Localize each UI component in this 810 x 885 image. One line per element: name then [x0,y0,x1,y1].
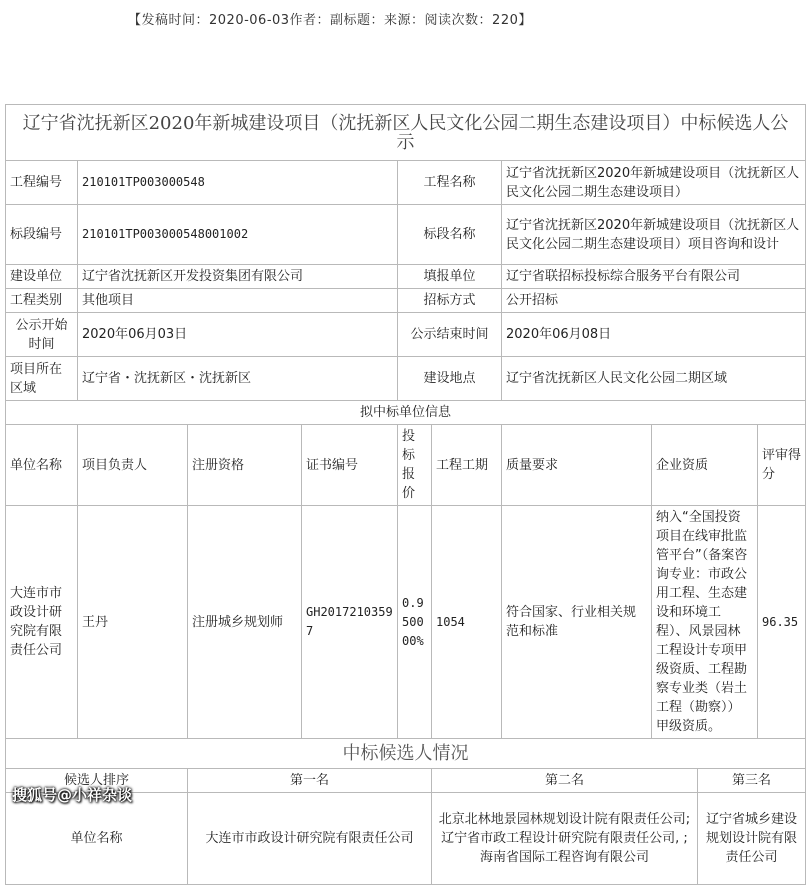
site-label: 建设地点 [398,357,502,401]
bidder-unit: 大连市市政设计研究院有限责任公司 [6,506,78,739]
section-no-value: 210101TP003000548001002 [78,205,398,265]
bidder-period: 1054 [432,506,502,739]
header-manager: 项目负责人 [78,425,188,506]
article-meta: 【发稿时间：2020-06-03作者：副标题：来源：阅读次数：220】 [128,13,532,28]
section-no-label: 标段编号 [6,205,78,265]
start-value: 2020年06月03日 [78,313,398,357]
header-qualification: 注册资格 [188,425,302,506]
category-label: 工程类别 [6,289,78,313]
bidder-manager: 王丹 [78,506,188,739]
rank-second: 第二名 [432,769,698,793]
bidder-cert: GH20172103597 [302,506,398,739]
candidate-unit-third: 辽宁省城乡建设规划设计院有限责任公司 [698,793,806,885]
bidder-score: 96.35 [758,506,806,739]
bidder-quality: 符合国家、行业相关规范和标准 [502,506,652,739]
header-quality: 质量要求 [502,425,652,506]
candidate-unit-label: 单位名称 [6,793,188,885]
notice-title: 辽宁省沈抚新区2020年新城建设项目（沈抚新区人民文化公园二期生态建设项目）中标候选人公示 [6,105,806,161]
header-cert: 证书编号 [302,425,398,506]
project-name-label: 工程名称 [398,161,502,205]
header-unit: 单位名称 [6,425,78,506]
start-label: 公示开始时间 [6,313,78,357]
site-value: 辽宁省沈抚新区人民文化公园二期区域 [502,357,806,401]
source-watermark: 搜狐号@小祥杂谈 [12,786,133,804]
bidder-section-title: 拟中标单位信息 [6,401,806,425]
notice-table [5,104,806,885]
reporter-value: 辽宁省联招标投标综合服务平台有限公司 [502,265,806,289]
category-value: 其他项目 [78,289,398,313]
rank-label: 候选人排序 [6,769,188,793]
method-label: 招标方式 [398,289,502,313]
header-company-qual: 企业资质 [652,425,758,506]
section-name-value: 辽宁省沈抚新区2020年新城建设项目（沈抚新区人民文化公园二期生态建设项目）项目咨询和设计 [502,205,806,265]
region-value: 辽宁省・沈抚新区・沈抚新区 [78,357,398,401]
candidate-unit-second: 北京北林地景园林规划设计院有限责任公司;辽宁省市政工程设计研究院有限责任公司, ;海南省国际工程咨询有限公司 [432,793,698,885]
bidder-qualification: 注册城乡规划师 [188,506,302,739]
reporter-label: 填报单位 [398,265,502,289]
header-price: 投标报价 [398,425,432,506]
method-value: 公开招标 [502,289,806,313]
candidate-unit-first: 大连市市政设计研究院有限责任公司 [188,793,432,885]
candidates-section-title: 中标候选人情况 [6,739,806,769]
region-label: 项目所在区域 [6,357,78,401]
rank-third: 第三名 [698,769,806,793]
section-name-label: 标段名称 [398,205,502,265]
project-no-value: 210101TP003000548 [78,161,398,205]
end-label: 公示结束时间 [398,313,502,357]
rank-first: 第一名 [188,769,432,793]
bidder-company-qual: 纳入“全国投资项目在线审批监管平台”（备案咨询专业：市政公用工程、生态建设和环境工程）、风景园林工程设计专项甲级资质、工程勘察专业类（岩土工程（勘察））甲级资质。 [652,506,758,739]
end-value: 2020年06月08日 [502,313,806,357]
project-no-label: 工程编号 [6,161,78,205]
bidder-price: 0.950000% [398,506,432,739]
header-period: 工程工期 [432,425,502,506]
builder-label: 建设单位 [6,265,78,289]
builder-value: 辽宁省沈抚新区开发投资集团有限公司 [78,265,398,289]
header-score: 评审得分 [758,425,806,506]
project-name-value: 辽宁省沈抚新区2020年新城建设项目（沈抚新区人民文化公园二期生态建设项目） [502,161,806,205]
